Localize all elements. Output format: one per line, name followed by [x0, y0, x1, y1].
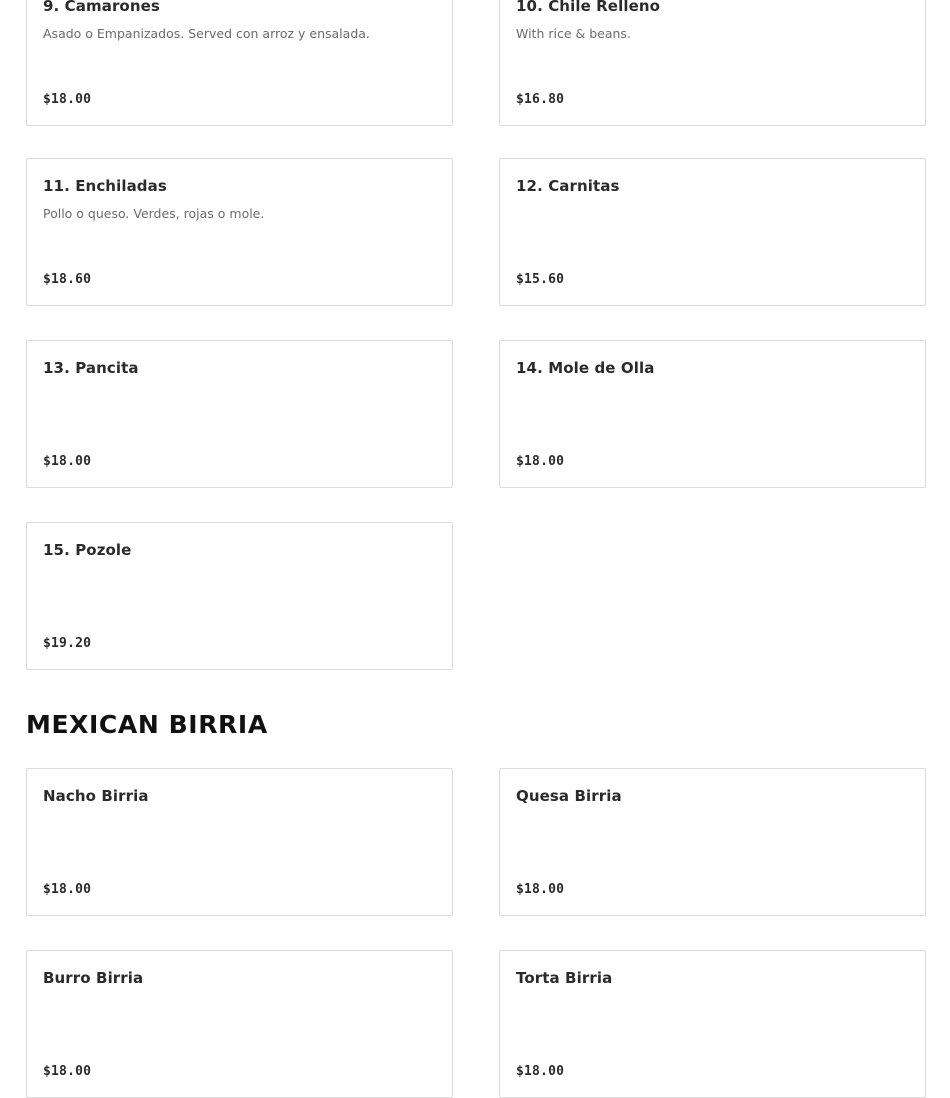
menu-item-price: $16.80 — [516, 92, 565, 107]
menu-item-card[interactable] — [499, 950, 926, 1098]
menu-item-price: $18.60 — [43, 272, 92, 287]
menu-item-price: $18.00 — [516, 454, 565, 469]
menu-item-price: $19.20 — [43, 636, 92, 651]
menu-item-price: $18.00 — [516, 1064, 565, 1079]
menu-item-name: Torta Birria — [516, 969, 613, 987]
menu-item-price: $18.00 — [516, 882, 565, 897]
menu-item-name: Burro Birria — [43, 969, 144, 987]
menu-item-name: 13. Pancita — [43, 359, 139, 377]
menu-item-card[interactable] — [26, 950, 453, 1098]
menu-item-price: $18.00 — [43, 1064, 92, 1079]
menu-item-name: Quesa Birria — [516, 787, 622, 805]
menu-item-description: Pollo o queso. Verdes, rojas o mole. — [43, 206, 265, 221]
menu-item-card[interactable] — [499, 768, 926, 916]
menu-item-price: $18.00 — [43, 454, 92, 469]
menu-item-price: $18.00 — [43, 92, 92, 107]
menu-item-name: 9. Camarones — [43, 0, 160, 15]
menu-item-card[interactable] — [499, 158, 926, 306]
menu-item-name: 12. Carnitas — [516, 177, 620, 195]
menu-item-name: 11. Enchiladas — [43, 177, 167, 195]
menu-item-name: Nacho Birria — [43, 787, 149, 805]
menu-item-card[interactable] — [26, 0, 453, 126]
menu-item-card[interactable] — [26, 158, 453, 306]
section-title-mexican-birria: MEXICAN BIRRIA — [26, 710, 268, 739]
menu-item-card[interactable] — [499, 0, 926, 126]
menu-item-card[interactable] — [499, 340, 926, 488]
menu-item-card[interactable] — [26, 768, 453, 916]
menu-item-card[interactable] — [26, 340, 453, 488]
menu-item-description: With rice & beans. — [516, 26, 631, 41]
menu-item-name: 14. Mole de Olla — [516, 359, 655, 377]
menu-item-name: 10. Chile Relleno — [516, 0, 661, 15]
menu-item-price: $15.60 — [516, 272, 565, 287]
menu-item-name: 15. Pozole — [43, 541, 132, 559]
menu-item-price: $18.00 — [43, 882, 92, 897]
menu-item-description: Asado o Empanizados. Served con arroz y ensalada. — [43, 26, 370, 41]
menu-item-card[interactable] — [26, 522, 453, 670]
